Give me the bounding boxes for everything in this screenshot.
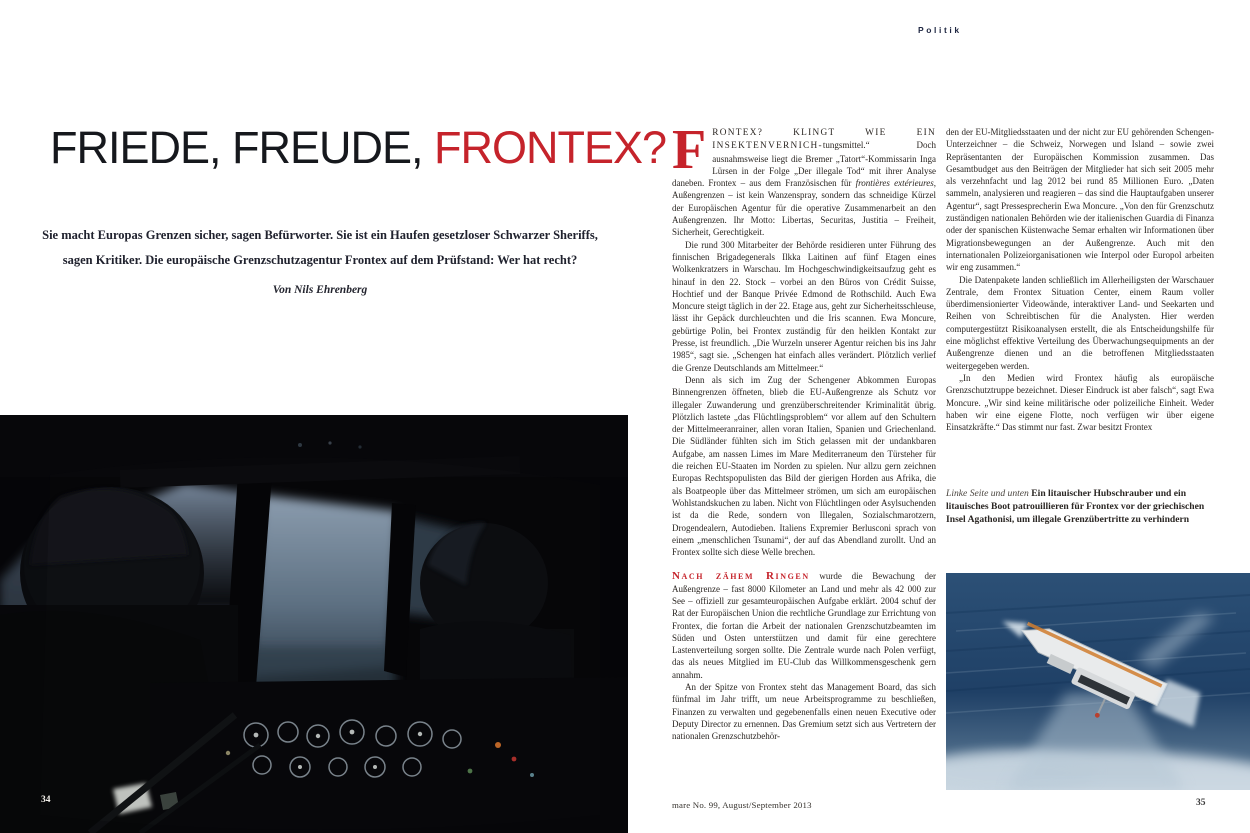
footer-credit: mare No. 99, August/September 2013: [672, 800, 812, 810]
cockpit-photo: [0, 415, 628, 833]
boat-photo-illustration: [946, 573, 1250, 790]
boat-photo: [946, 573, 1250, 790]
article-paragraph: [672, 570, 936, 681]
article-paragraph: den der EU-Mitgliedsstaaten und der nicht zur EU gehörenden Schengen-Unterzeichner – die Schweiz, Norwegen und Island – sowie zwei Repräsentanten der Europäischen Kommission zusammen. Das Gesamtbudget aus den Beiträgen der Mitglieder hat sich seit 2005 mehr als verzehnfacht und lag 2012 bei rund 85 Millionen Euro. „Daten sammeln, analysieren und reagieren – das sind die Hauptaufgaben unserer Agentur“, sagt Pressesprecherin Ewa Moncure. „Von den für Grenzschutz zuständigen nationalen Behörden wie der italienischen Guardia di Finanza oder der spanischen Küstenwache Semar erhalten wir Informationen über Migrationsbewegungen an der Außengrenze. Auch mit den internationalen Polizeiorganisationen wie Interpol oder Europol arbeiten wir eng zusammen.“: [946, 127, 1214, 273]
photo-caption: [946, 487, 1218, 526]
article-paragraph: An der Spitze von Frontex steht das Management Board, das sich fünfmal im Jahr trifft, um neue Arbeitsprogramme zu beschließen, Finanzen zu verwalten und gegebenenfalls einen neuen Executive oder Deputy Director zu ernennen. Das Gremium setzt sich aus Vertretern der nationalen Grenzschutzbehör-: [672, 682, 936, 742]
page-number-left: 34: [41, 795, 51, 805]
headline-black: FRIEDE, FREUDE,: [50, 122, 435, 173]
section-lead-red: Nach zähem Ringen: [672, 570, 810, 583]
standfirst: Sie macht Europas Grenzen sicher, sagen Befürworter. Sie ist ein Haufen gesetzloser Schwarzer Sheriffs, sagen Kritiker. Die europäische Grenzschutzagentur Frontex auf dem Prüfstand: Wer hat recht?: [42, 228, 598, 267]
article-paragraph: [672, 126, 936, 239]
page-title: [50, 122, 666, 174]
page-number-right: 35: [1196, 798, 1206, 808]
paragraph-text: , Außengrenzen – ist kein Wanzenspray, sondern das schneidige Kürzel der Europäischen Agentur für die operative Zusammenarbeit an den Außengrenzen. Ihr Motto: Libertas, Securitas, Justitia – Freiheit, Sicherheit, Gerechtigkeit.: [672, 178, 936, 238]
section-label: Politik: [918, 25, 962, 35]
caption-lead: Linke Seite und unten: [946, 488, 1029, 499]
article-paragraph: Die Datenpakete landen schließlich im Allerheiligsten der Warschauer Zentrale, dem Frontex Situation Center, einem Raum voller überdimensionierter Videowände, interaktiver Land- und Seekarten und Reihen von Schreibtischen für die Analysten. Hier werden computergestützt Risikoanalysen erstellt, die als Entscheidungshilfe für eine möglichst effektive Verteilung des Überwachungsequipments an der Außengrenze dienen und an die betroffenen Mitgliedsstaaten weitergegeben werden.: [946, 274, 1214, 371]
article-column-2: [946, 126, 1214, 478]
article-paragraph: Die rund 300 Mitarbeiter der Behörde residieren unter Führung des finnischen Brigadegenerals Ilkka Laitinen auf fünf Etagen eines Wolkenkratzers in Warschau. Im Hochgeschwindigkeitsaufzug geht es hinauf in den 22. Stock – vorbei an den Büros von Crédit Suisse, Hochtief und der Banque Privée Edmond de Rothschild. Auch Ewa Moncure steigt täglich in der 22. Etage aus, geht zur Sicherheitsschleuse, lässt ihr Gepäck durchleuchten und die Iris scannen. Ewa Moncure, gebürtige Polin, bei Frontex zuständig für den heiklen Kontakt zur Presse, ist freundlich. „Die Wurzeln unserer Agentur reichen bis ins Jahr 1985“, sagt sie. „Schengen hat einfach alles verändert. Plötzlich verlief die Grenze Deutschlands am Mittelmeer.“: [672, 239, 936, 373]
lead-caps: RONTEX? KLINGT WIE EIN INSEKTENVERNICH-: [712, 128, 936, 152]
byline: Von Nils Ehrenberg: [272, 284, 368, 296]
article-paragraph: „In den Medien wird Frontex häufig als europäische Grenzschutztruppe bezeichnet. Dieser Eindruck ist aber falsch“, sagt Ewa Moncure. „Wir sind keine militärische oder polizeiliche Einheit. Weder haben wir eine eigene Flotte, noch verfügen wir über eigene Einsatzkräfte.“ Das stimmt nur fast. Zwar besitzt Frontex: [946, 372, 1214, 433]
caption-text: Ein litauischer Hubschrauber und ein litauisches Boot patrouillieren für Frontex vor der griechischen Insel Agathonisi, um illegale Grenzübertritte zu verhindern: [946, 488, 1205, 525]
article-paragraph: Denn als sich im Zug der Schengener Abkommen Europas Binnengrenzen öffneten, blieb die EU-Außengrenze als Schutz vor illegaler Zuwanderung und grenzüberschreitender Kriminalität übrig. Plötzlich lastete „das Flüchtlingsproblem“ vor allem auf den Schultern der Mittelmeeranrainer, allen voran Italien, Spanien und Griechenland. Die Südländer fühlten sich im Stich gelassen mit der undankbaren Aufgabe, am nassen Limes im Mare Mediterraneum den Türsteher für die reichen EU-Staaten im Norden zu spielen. Nur allzu gern zeichnen Europas Rechtspopulisten das Bild der gierigen Horden aus Afrika, die als Boatpeople über das Mittelmeer strömen, um sich am europäischen Wohlstandskuchen zu laben. Nicht von Flüchtlingen oder Asylsuchenden ist da die Rede, sondern von Illegalen, Sozialschmarotzern, Drogendealern, Autodieben. Italiens Expremier Berlusconi sprach von einem „menschlichen Tsunami“, der auf das Abendland zurollt. Und an Frontex sollte sich diese Welle brechen.: [672, 374, 936, 558]
cockpit-photo-illustration: [0, 415, 628, 833]
headline-red: FRONTEX?: [434, 122, 667, 173]
paragraph-text: wurde die Bewachung der Außengrenze – fast 8000 Kilometer an Land und mehr als 42 000 zur See – offiziell zur gesamteuropäischen Aufgabe erklärt. 2004 schuf der Rat der Europäischen Union die rechtliche Grundlage zur Errichtung von Frontex, die fortan die Arbeit der nationalen Grenzschutzbeamten im Süden und Osten unterstützen und damit für eine gerechtere Lastenverteilung sorgen sollte. Die Zentrale wurde nach Polen verfügt, das als neues Mitglied im EU-Club das Willkommensgeschenk gern annahm.: [672, 571, 936, 680]
article-column-1: [672, 126, 936, 804]
paragraph-text: tungsmittel.“ Doch ausnahmsweise liegt die Bremer „Tatort“-Kommissarin Inga Lürsen in der Folge „Der illegale Tod“ mit ihrer Analyse daneben. Frontex – aus dem Französischen für: [672, 140, 936, 189]
paragraph-italic: frontières extérieures: [855, 178, 934, 189]
drop-cap: F: [672, 126, 707, 181]
